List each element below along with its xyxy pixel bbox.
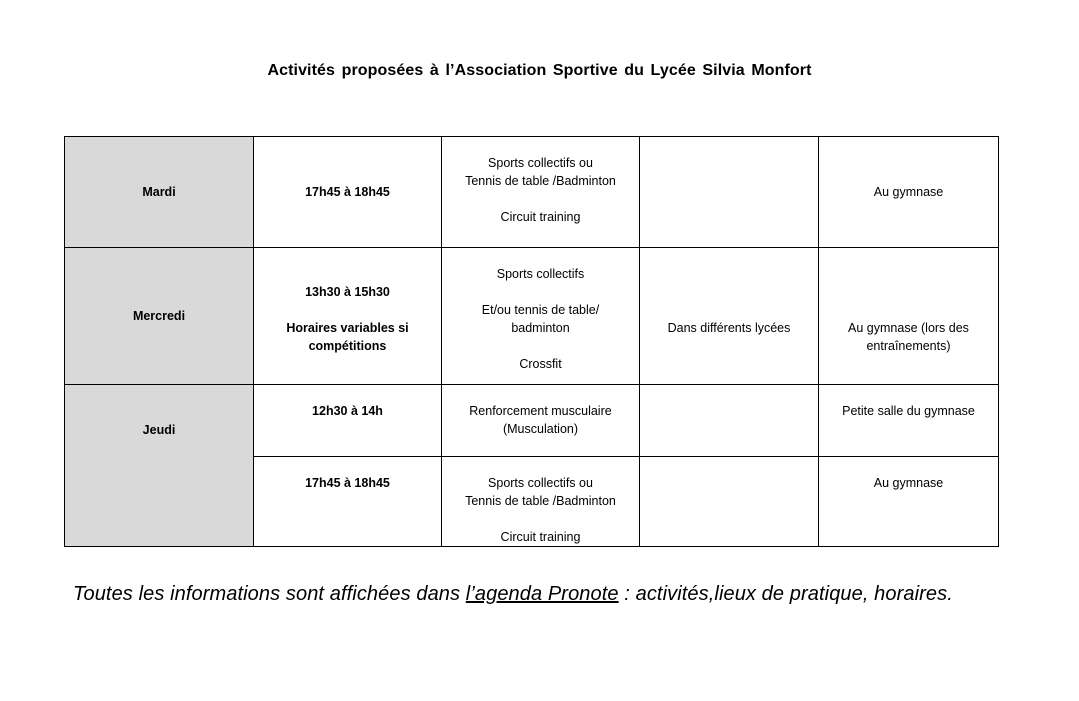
day-cell-jeudi: Jeudi (65, 385, 254, 547)
lieu-lycees-cell-jeudi-1 (640, 385, 819, 457)
page-title: Activités proposées à l’Association Sportive du Lycée Silvia Monfort (267, 62, 812, 79)
activity-line: Et/ou tennis de table/ (481, 303, 600, 317)
activity-line (448, 510, 633, 528)
time-line: compétitions (308, 339, 387, 353)
time-line: Horaires variables si (286, 321, 409, 335)
activity-line (448, 190, 633, 208)
activities-cell-mardi (442, 137, 640, 248)
activity-line: Tennis de table /Badminton (465, 494, 616, 508)
time-cell-jeudi-2: 17h45 à 18h45 (254, 457, 442, 547)
activity-line: badminton (511, 321, 570, 335)
activity-line: Sports collectifs ou (488, 476, 593, 490)
activity-line: Crossfit (519, 357, 562, 371)
agenda-pronote-link[interactable]: l’agenda Pronote (465, 583, 619, 605)
day-cell-mercredi: Mercredi (65, 248, 254, 385)
activity-line (448, 283, 633, 301)
lieu-line: entraînements) (866, 339, 951, 353)
lieu-cell-mardi: Au gymnase (819, 137, 999, 248)
activity-line: (Musculation) (502, 422, 579, 436)
activities-cell-jeudi-1 (442, 385, 640, 457)
time-line (260, 301, 435, 319)
activity-line: Circuit training (500, 210, 581, 224)
day-cell-mardi: Mardi (65, 137, 254, 248)
time-line: 13h30 à 15h30 (305, 285, 390, 299)
table-row-mercredi (65, 248, 999, 385)
lieu-lycees-cell-mardi (640, 137, 819, 248)
lieu-cell-jeudi-2: Au gymnase (819, 457, 999, 547)
activities-cell-mercredi (442, 248, 640, 385)
activity-line: Renforcement musculaire (469, 404, 612, 418)
activity-line: Circuit training (500, 530, 581, 544)
lieu-line: Au gymnase (lors des (848, 321, 969, 335)
footer-note (73, 578, 973, 610)
footer-text-after: : activités,lieux de pratique, horaires. (618, 583, 953, 605)
time-cell-jeudi-1: 12h30 à 14h (254, 385, 442, 457)
activities-cell-jeudi-2 (442, 457, 640, 547)
time-cell-mardi: 17h45 à 18h45 (254, 137, 442, 248)
activity-line: Sports collectifs (496, 267, 585, 281)
activities-table (64, 136, 999, 547)
activity-line (448, 337, 633, 355)
time-cell-mercredi (254, 248, 442, 385)
table-row-jeudi-1 (65, 385, 999, 457)
activity-line: Sports collectifs ou (488, 156, 593, 170)
footer-text-before: Toutes les informations sont affichées dans (73, 583, 466, 605)
lieu-cell-jeudi-1: Petite salle du gymnase (819, 385, 999, 457)
lieu-cell-mercredi (819, 248, 999, 385)
table-row-mardi (65, 137, 999, 248)
activity-line: Tennis de table /Badminton (465, 174, 616, 188)
lieu-lycees-cell-mercredi: Dans différents lycées (640, 248, 819, 385)
lieu-lycees-cell-jeudi-2 (640, 457, 819, 547)
